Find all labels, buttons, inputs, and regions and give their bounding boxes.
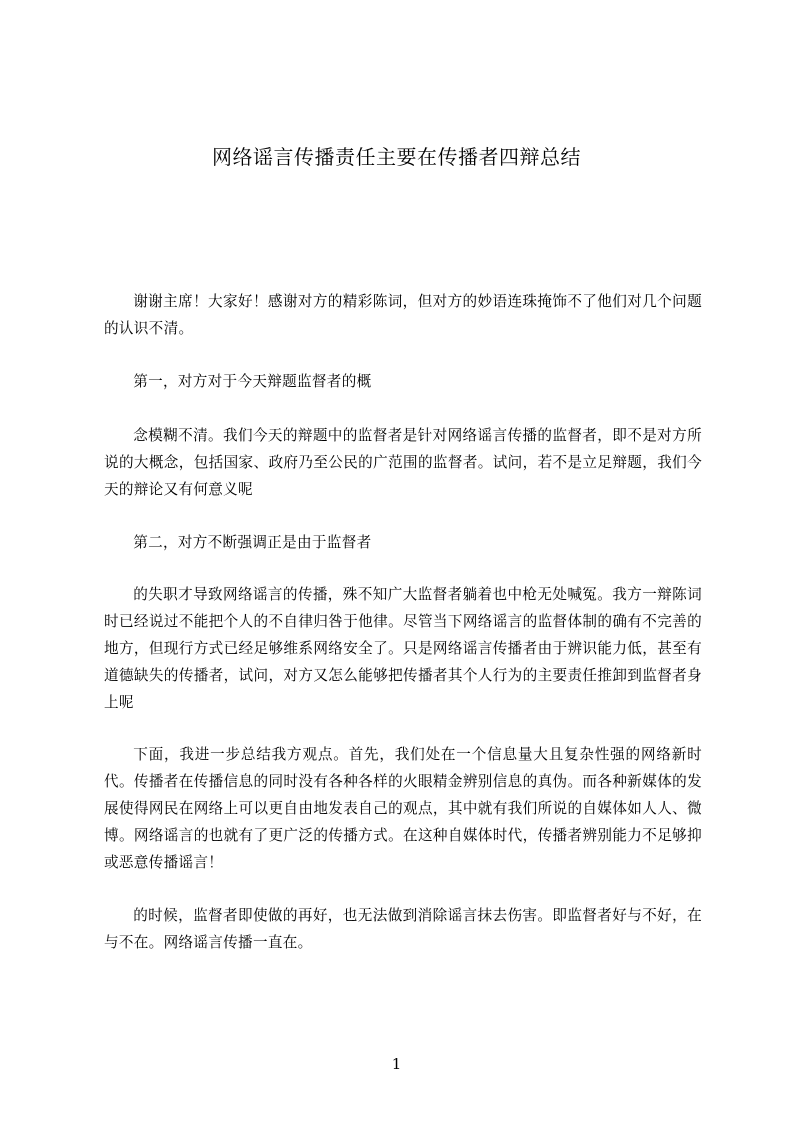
paragraph-point-two-heading: 第二，对方不断强调正是由于监督者 (133, 534, 372, 551)
paragraph-conclusion: 的时候，监督者即使做的再好，也无法做到消除谣言抹去伤害。即监督者好与不好，在与不在。网络谣言传播一直在。 (104, 907, 702, 951)
paragraph-summary: 下面，我进一步总结我方观点。首先，我们处在一个信息量大且复杂性强的网络新时代。传播者在传播信息的同时没有各种各样的火眼精金辨别信息的真伪。而各种新媒体的发展使得网民在网络上可以更自由地发表自己的观点，其中就有我们所说的自媒体如人人、微博。网络谣言的也就有了更广泛的传播方式。在这种自媒体时代，传播者辨别能力不足够抑或恶意传播谣言！ (104, 746, 702, 871)
paragraph-opening: 谢谢主席！大家好！感谢对方的精彩陈词，但对方的妙语连珠掩饰不了他们对几个问题的认识不清。 (104, 293, 702, 337)
paragraph-point-one-heading: 第一，对方对于今天辩题监督者的概 (133, 373, 372, 390)
page-number: 1 (391, 1055, 402, 1073)
paragraph-point-one-body: 念模糊不清。我们今天的辩题中的监督者是针对网络谣言传播的监督者，即不是对方所说的大概念，包括国家、政府乃至公民的广范围的监督者。试问，若不是立足辩题，我们今天的辩论又有何意义呢 (104, 427, 702, 498)
paragraph-point-two-body: 的失职才导致网络谣言的传播，殊不知广大监督者躺着也中枪无处喊冤。我方一辩陈词时已经说过不能把个人的不自律归咎于他律。尽管当下网络谣言的监督体制的确有不完善的地方，但现行方式已经足够维系网络安全了。只是网络谣言传播者由于辨识能力低，甚至有道德缺失的传播者，试问，对方又怎么能够把传播者其个人行为的主要责任推卸到监督者身上呢 (104, 586, 702, 711)
document-title: 网络谣言传播责任主要在传播者四辩总结 (212, 145, 581, 169)
